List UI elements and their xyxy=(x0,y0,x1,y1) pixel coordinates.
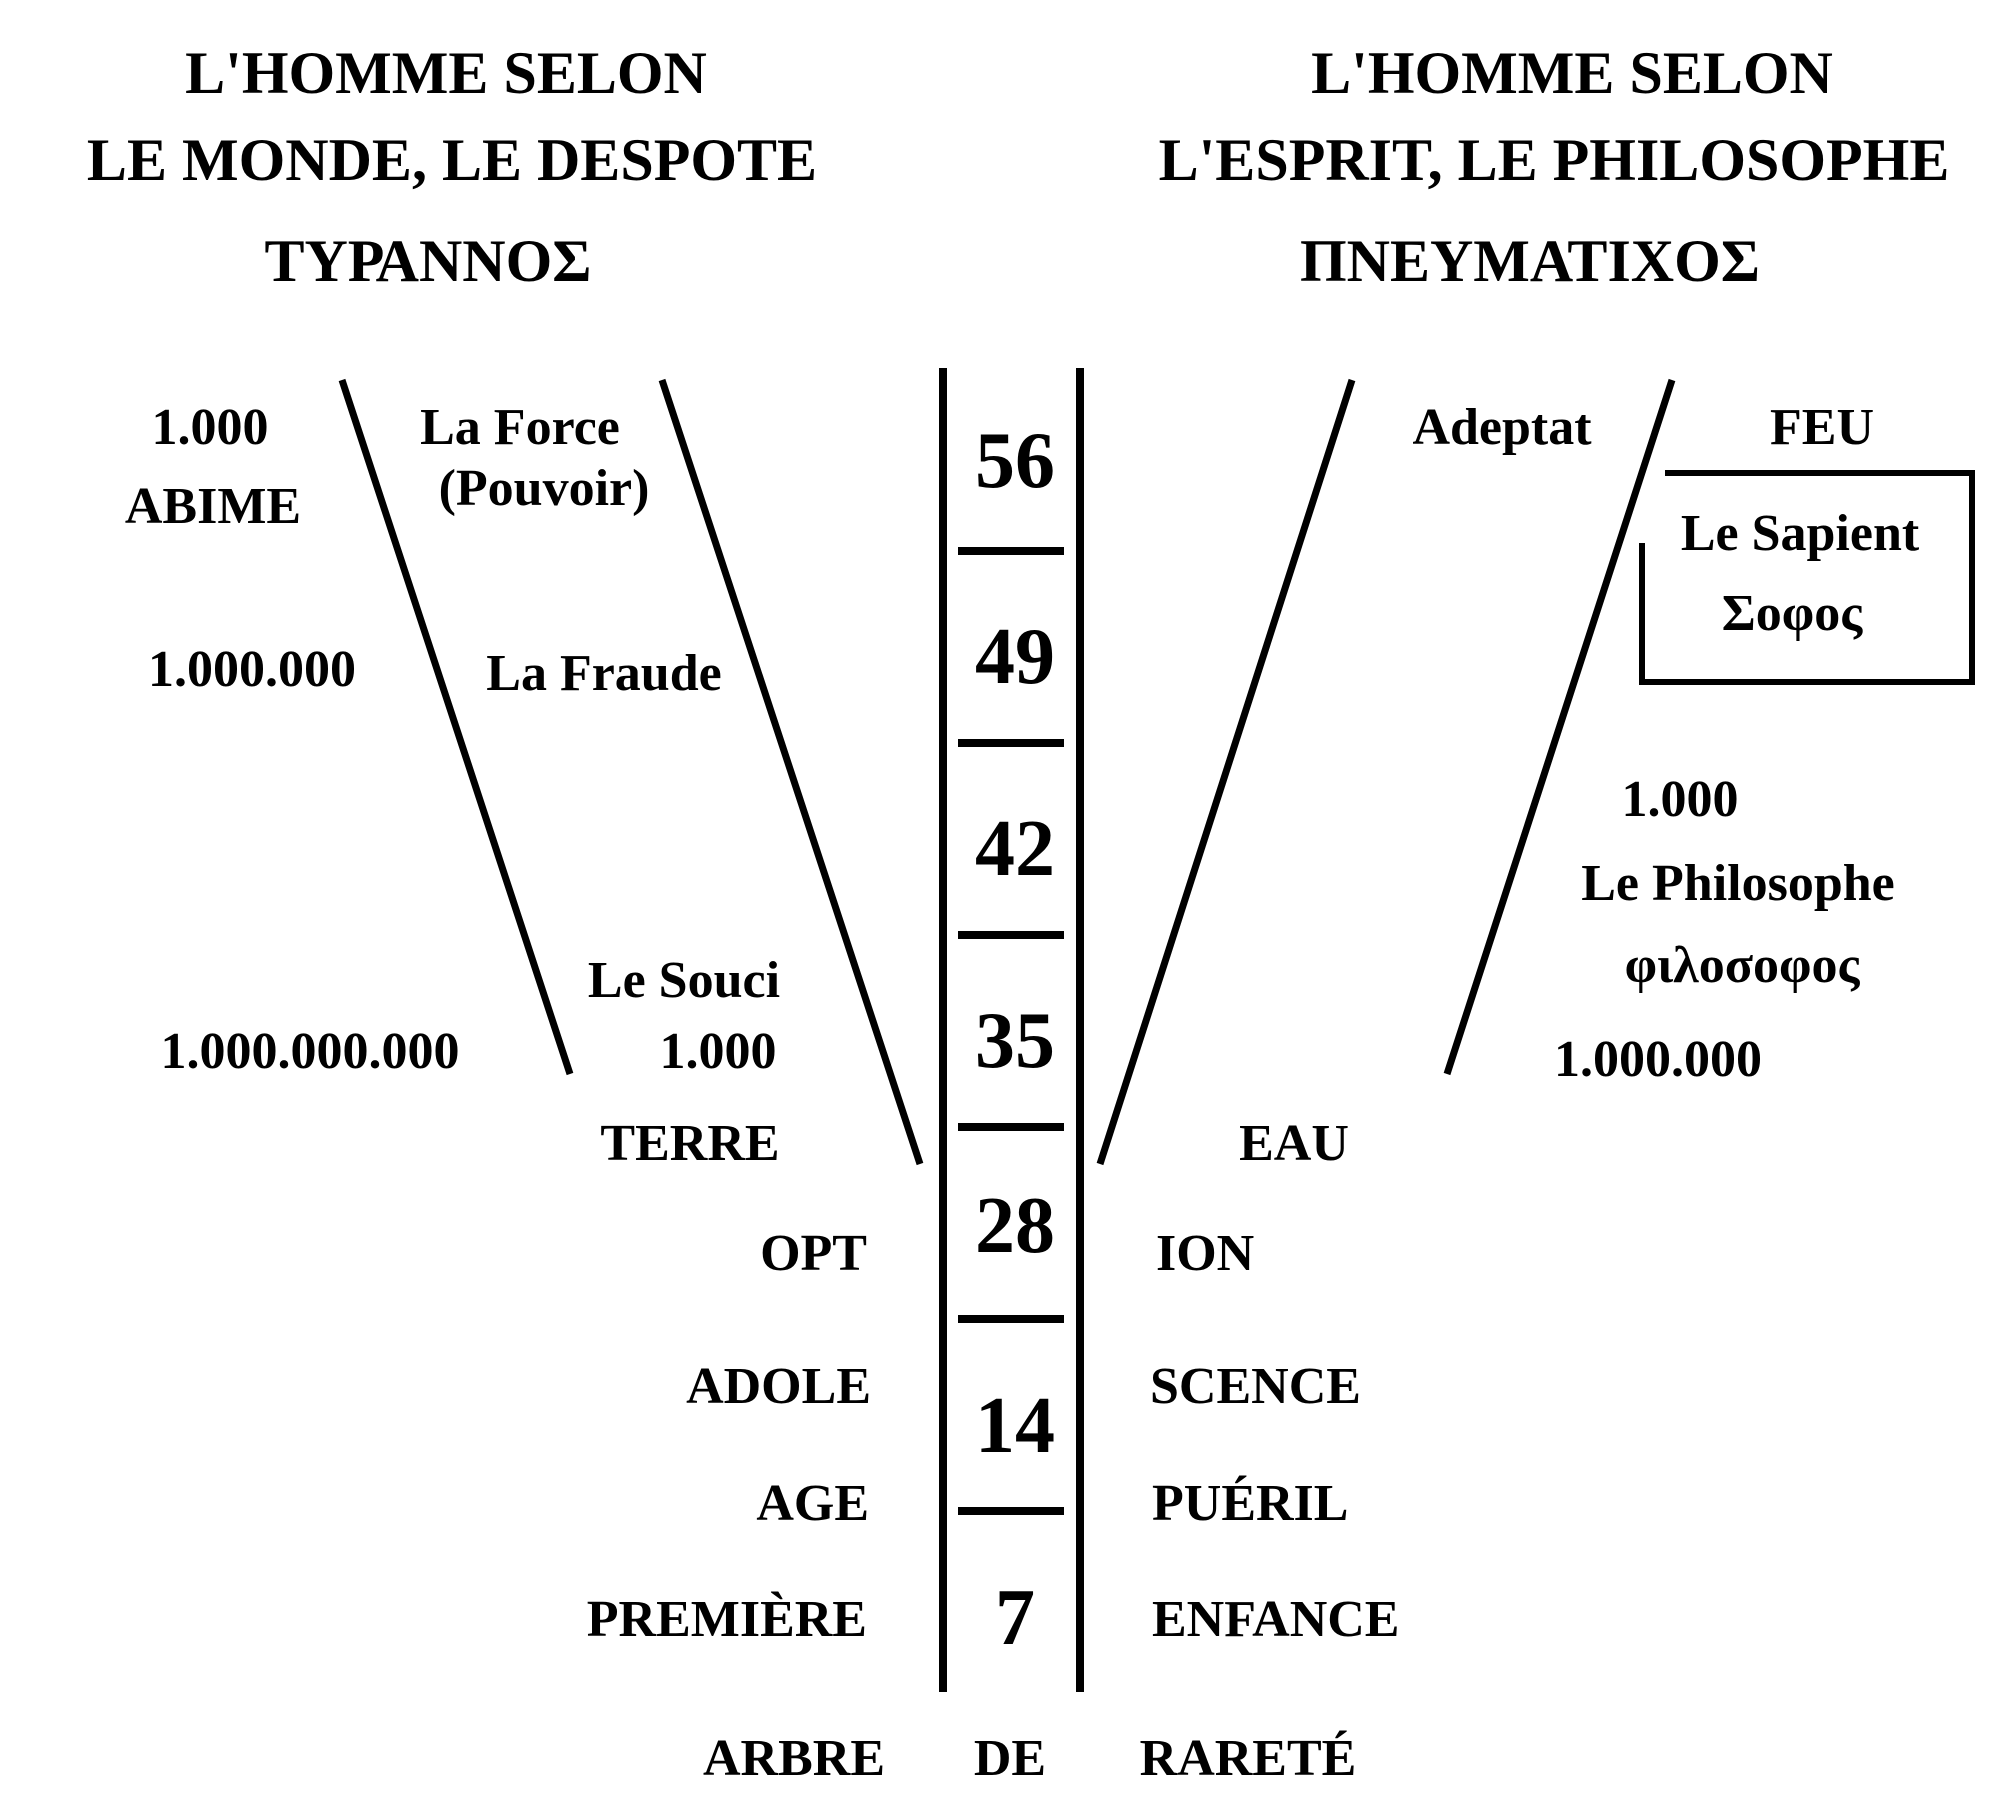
footer-arbre: ARBRE xyxy=(702,1730,886,1787)
footer-de: DE xyxy=(973,1730,1047,1787)
pouvoir-label: (Pouvoir) xyxy=(438,460,650,517)
force-label: La Force xyxy=(420,399,620,456)
adole-label: ADOLE xyxy=(686,1358,871,1415)
right-header-greek: ΠΝΕΥΜΑΤΙΧΟΣ xyxy=(1299,228,1761,294)
premiere-label: PREMIÈRE xyxy=(586,1591,867,1648)
eau-label: EAU xyxy=(1239,1115,1349,1172)
right-side-labels xyxy=(1239,399,1972,1172)
adeptat-label: Adeptat xyxy=(1412,399,1592,456)
terre-label: TERRE xyxy=(600,1115,780,1172)
left-header-line2: LE MONDE, LE DESPOTE xyxy=(86,127,818,193)
feu-label: FEU xyxy=(1770,399,1874,456)
right-inner-branch xyxy=(1100,380,1352,1164)
age-number: 28 xyxy=(975,1182,1055,1270)
age-number: 56 xyxy=(975,417,1055,505)
sofos-label: Σοφος xyxy=(1721,585,1863,642)
age-label: AGE xyxy=(756,1475,869,1532)
sapient-label: Le Sapient xyxy=(1680,505,1920,562)
trunk-ages xyxy=(975,417,1055,1662)
age-number: 42 xyxy=(975,805,1055,893)
philosophe-label: Le Philosophe xyxy=(1581,855,1895,912)
enfance-label: ENFANCE xyxy=(1152,1591,1400,1648)
left-header xyxy=(87,40,817,294)
fraude-label: La Fraude xyxy=(486,645,722,702)
pueril-label: PUÉRIL xyxy=(1152,1475,1349,1532)
ion-label: ION xyxy=(1156,1225,1255,1282)
left-header-line1: L'HOMME SELON xyxy=(185,40,707,106)
right-header-line1: L'HOMME SELON xyxy=(1311,40,1833,106)
scence-label: SCENCE xyxy=(1150,1358,1361,1415)
abime-label: ABIME xyxy=(124,478,302,535)
age-number: 7 xyxy=(995,1574,1035,1662)
abime-count: 1.000 xyxy=(151,399,269,456)
souci-label: Le Souci xyxy=(587,952,781,1009)
far-count: 1.000.000.000 xyxy=(160,1023,460,1080)
left-header-greek: ΤΥΡΑΝΝΟΣ xyxy=(264,228,592,294)
age-number: 35 xyxy=(975,997,1055,1085)
fraude-count: 1.000.000 xyxy=(148,641,356,698)
footer-rarete: RARETÉ xyxy=(1139,1730,1357,1787)
right-header-line2: L'ESPRIT, LE PHILOSOPHE xyxy=(1158,127,1950,193)
footer-title xyxy=(703,1729,1356,1787)
age-number: 49 xyxy=(975,613,1055,701)
million-count: 1.000.000 xyxy=(1554,1031,1762,1088)
right-header xyxy=(1159,40,1950,294)
left-side-labels xyxy=(125,399,780,1172)
philosophe-count: 1.000 xyxy=(1621,771,1739,828)
age-number: 14 xyxy=(975,1382,1055,1470)
opt-label: OPT xyxy=(760,1225,867,1282)
philosophos-label: φιλοσοφος xyxy=(1624,937,1860,994)
souci-count: 1.000 xyxy=(659,1023,777,1080)
